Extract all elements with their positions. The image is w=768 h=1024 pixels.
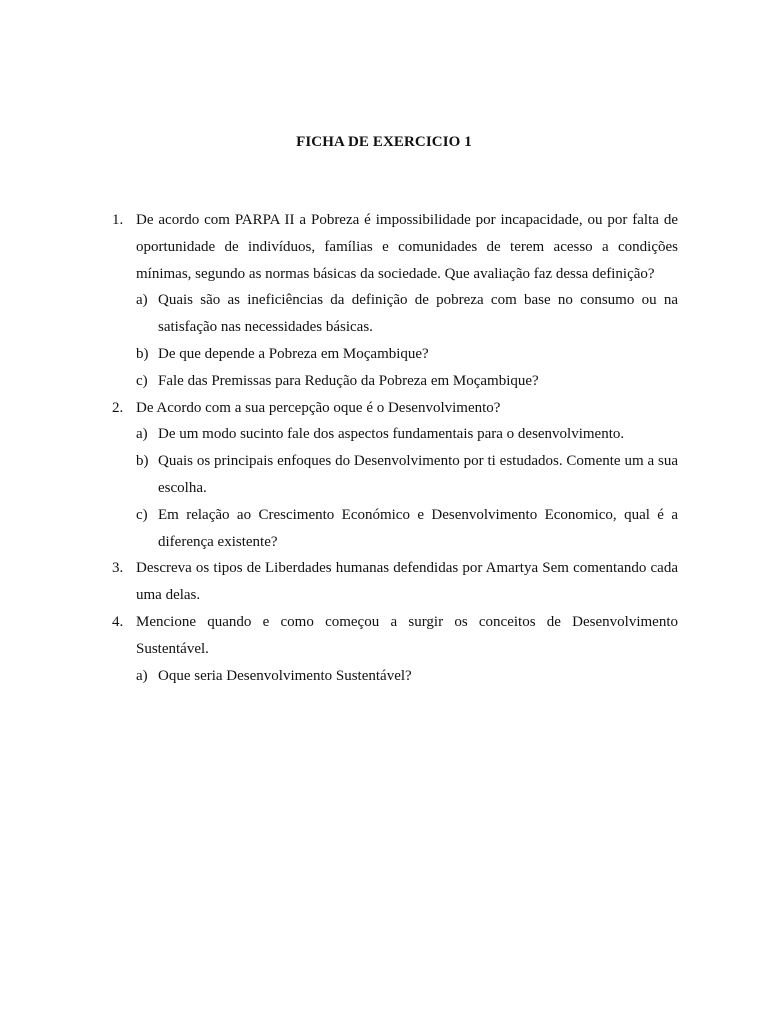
question-text: De Acordo com a sua percepção oque é o Desenvolvimento? bbox=[136, 399, 501, 416]
question-text: Mencione quando e como começou a surgir os conceitos de Desenvolvimento Sustentável. bbox=[136, 613, 678, 657]
sub-question-text: De um modo sucinto fale dos aspectos fundamentais para o desenvolvimento. bbox=[158, 426, 625, 443]
question-number: 3. bbox=[112, 560, 124, 577]
sub-question-letter: a) bbox=[136, 292, 148, 309]
question-2 bbox=[112, 395, 678, 422]
sub-question-letter: c) bbox=[136, 372, 148, 389]
sub-question-4a bbox=[136, 663, 678, 690]
sub-question-letter: a) bbox=[136, 426, 148, 443]
page-title: FICHA DE EXERCICIO 1 bbox=[296, 134, 472, 150]
question-list bbox=[112, 207, 678, 689]
sub-question-2b bbox=[136, 448, 678, 502]
sub-question-text: Quais os principais enfoques do Desenvolvimento por ti estudados. Comente um a sua escolha. bbox=[158, 453, 678, 496]
sub-question-text: De que depende a Pobreza em Moçambique? bbox=[158, 345, 429, 362]
question-4 bbox=[112, 609, 678, 663]
question-1 bbox=[112, 207, 678, 287]
sub-question-2a bbox=[136, 421, 678, 448]
sub-question-text: Oque seria Desenvolvimento Sustentável? bbox=[158, 667, 412, 684]
question-text: De acordo com PARPA II a Pobreza é impossibilidade por incapacidade, ou por falta de oportunidade de indivíduos, famílias e comunidades de terem acesso a condições mínimas, segundo as normas básicas da sociedade. Que avaliação faz dessa definição? bbox=[136, 212, 678, 282]
sub-question-1b bbox=[136, 341, 678, 368]
sub-question-1a bbox=[136, 287, 678, 341]
question-number: 1. bbox=[112, 212, 124, 228]
sub-question-letter: c) bbox=[136, 506, 148, 523]
sub-question-text: Quais são as ineficiências da definição de pobreza com base no consumo ou na satisfação nas necessidades básicas. bbox=[158, 292, 678, 336]
sub-question-letter: b) bbox=[136, 345, 149, 362]
question-4-subs bbox=[112, 663, 678, 690]
sub-question-letter: a) bbox=[136, 667, 148, 684]
sub-question-text: Fale das Premissas para Redução da Pobreza em Moçambique? bbox=[158, 372, 539, 389]
question-text: Descreva os tipos de Liberdades humanas defendidas por Amartya Sem comentando cada uma delas. bbox=[136, 560, 678, 604]
sub-question-text: Em relação ao Crescimento Económico e Desenvolvimento Economico, qual é a diferença existente? bbox=[158, 506, 678, 550]
question-number: 4. bbox=[112, 613, 124, 630]
question-number: 2. bbox=[112, 399, 124, 416]
sub-question-2c bbox=[136, 502, 678, 556]
question-2-subs bbox=[112, 421, 678, 555]
question-1-subs bbox=[112, 287, 678, 394]
question-3 bbox=[112, 555, 678, 609]
sub-question-letter: b) bbox=[136, 453, 149, 470]
sub-question-1c bbox=[136, 368, 678, 395]
